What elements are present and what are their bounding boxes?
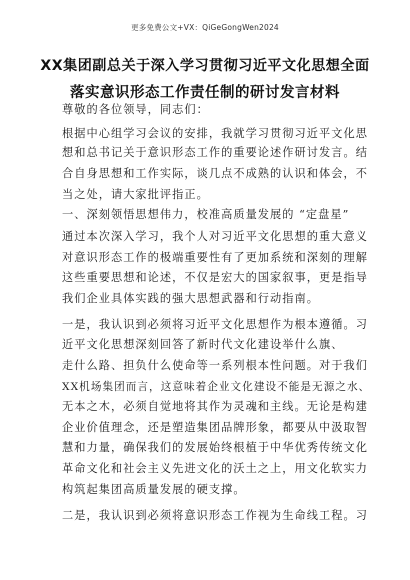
- body-line: 我们企业具体实践的强大思想武器和行动指南。: [62, 292, 319, 305]
- body-line: 这些重要思想和论述，不仅是宏大的国家叙事，更是指导: [62, 271, 368, 284]
- body-line: 近平文化思想深刻回答了新时代文化建设举什么旗、: [62, 338, 344, 351]
- body-line: 对意识形态工作的极端重要性有了更加系统和深刻的理解: [62, 251, 368, 264]
- body-line: 走什么路、担负什么使命等一系列根本性问题。对于我们: [62, 359, 368, 372]
- document-title-line-1: XX集团副总关于深入学习贯彻习近平文化思想全面: [40, 58, 370, 74]
- body-line: 一是，我认识到必须将习近平文化思想作为根本遵循。习: [62, 318, 368, 331]
- body-line: 慧和力量，确保我们的发展始终根植于中华优秀传统文化: [62, 441, 368, 454]
- body-line: 无本之木，必须自觉地将其作为灵魂和主线。无论是构建: [62, 400, 368, 413]
- header-watermark: 更多免费公文+VX：QiGeGongWen2024: [131, 23, 279, 32]
- document-title-line-2: 落实意识形态工作责任制的研讨发言材料: [70, 85, 340, 101]
- body-line: 构筑起集团高质量发展的硬支撑。: [62, 483, 246, 496]
- body-line: 尊敬的各位领导，同志们：: [62, 103, 209, 116]
- section-heading: 一、深刻领悟思想伟力，校准高质量发展的 “定盘星”: [62, 208, 350, 221]
- body-line: 合自身思想和工作实际，谈几点不成熟的认识和体会，不: [62, 167, 368, 180]
- body-line: 当之处，请大家批评指正。: [62, 188, 209, 201]
- body-line: 革命文化和社会主义先进文化的沃土之上，用文化软实力: [62, 462, 368, 475]
- body-line: 通过本次深入学习，我个人对习近平文化思想的重大意义: [62, 230, 368, 243]
- body-line: 想和总书记关于意识形态工作的重要论述作研讨发言。结: [62, 146, 368, 159]
- body-line: XX机场集团而言，这意味着企业文化建设不能是无源之水、: [62, 381, 371, 393]
- body-line: 二是，我认识到必须将意识形态工作视为生命线工程。习: [62, 509, 368, 522]
- body-line: 根据中心组学习会议的安排，我就学习贯彻习近平文化思: [62, 127, 368, 140]
- body-line: 企业价值理念，还是塑造集团品牌形象，都要从中汲取智: [62, 421, 368, 434]
